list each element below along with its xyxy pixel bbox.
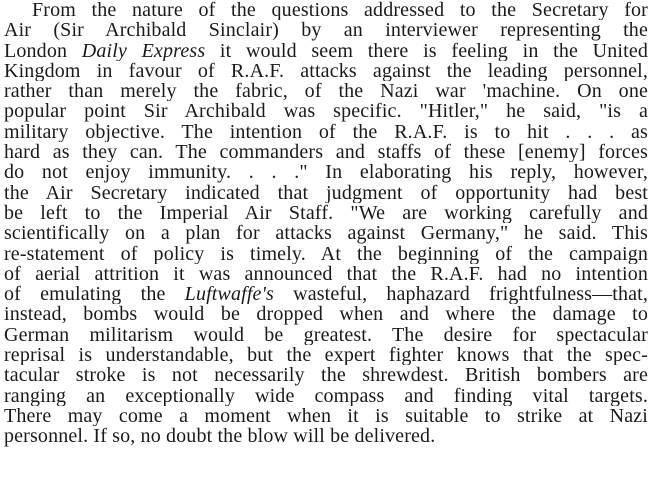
text-line	[4, 203, 648, 223]
text-run: hard as they can. The commanders and staffs of these [enemy] forces	[4, 142, 648, 163]
luftwaffe-term: Luftwaffe's	[184, 284, 274, 305]
text-line	[4, 264, 648, 284]
text-line	[4, 101, 648, 121]
text-run: reprisal is understandable, but the expert fighter knows that the spec-	[4, 345, 648, 366]
text-run: From the nature of the questions addressed to the Secretary for	[32, 0, 648, 21]
text-line	[4, 0, 648, 20]
text-run: it would seem there is feeling in the United	[205, 40, 648, 61]
newspaper-title: Daily Express	[81, 40, 206, 61]
text-run: ranging an exceptionally wide compass and finding vital targets.	[4, 385, 648, 406]
text-line	[4, 223, 648, 243]
text-run: military objective. The intention of the R.A.F. is to hit . . . as	[4, 121, 648, 143]
text-run: the Air Secretary indicated that judgment of opportunity had best	[4, 182, 648, 203]
text-run: Kingdom in favour of R.A.F. attacks against the leading personnel,	[4, 60, 648, 82]
text-line	[4, 61, 648, 81]
text-line	[4, 406, 648, 426]
text-run: German militarism would be greatest. The desire for spectacular	[4, 324, 648, 346]
text-line	[4, 345, 648, 365]
text-run: Air (Sir Archibald Sinclair) by an interviewer representing the	[4, 20, 648, 41]
text-line	[4, 20, 648, 40]
text-line	[4, 284, 648, 304]
text-run: scientifically on a plan for attacks against Germany," he said. This	[4, 223, 648, 244]
text-line	[4, 162, 648, 182]
text-run: re-statement of policy is timely. At the beginning of the campaign	[4, 243, 648, 264]
article-paragraph	[4, 0, 648, 447]
text-run: There may come a moment when it is suitable to strike at Nazi	[4, 405, 648, 427]
text-run: be left to the Imperial Air Staff. "We are working carefully and	[4, 202, 648, 224]
text-run: rather than merely the fabric, of the Nazi war 'machine. On one	[4, 81, 648, 102]
text-run: popular point Sir Archibald was specific. "Hitler," he said, "is a	[4, 101, 648, 122]
text-run: tacular stroke is not necessarily the shrewdest. British bombers are	[4, 365, 648, 386]
text-run: of aerial attrition it was announced that the R.A.F. had no intention	[4, 263, 648, 285]
text-line	[4, 183, 648, 203]
text-line	[4, 41, 648, 61]
text-line	[4, 426, 648, 446]
text-line	[4, 244, 648, 264]
text-run: instead, bombs would be dropped when and where the damage to	[4, 304, 648, 325]
text-line	[4, 325, 648, 345]
text-run: personnel. If so, no doubt the blow will be delivered.	[4, 426, 436, 447]
text-run: do not enjoy immunity. . . ." In elaborating his reply, however,	[4, 162, 648, 183]
text-run: London	[4, 40, 82, 61]
text-line	[4, 304, 648, 324]
text-line	[4, 386, 648, 406]
text-line	[4, 122, 648, 142]
text-line	[4, 81, 648, 101]
text-line	[4, 365, 648, 385]
text-line	[4, 142, 648, 162]
text-run: of emulating the	[4, 284, 185, 305]
text-run: wasteful, haphazard frightfulness—that,	[273, 284, 648, 305]
